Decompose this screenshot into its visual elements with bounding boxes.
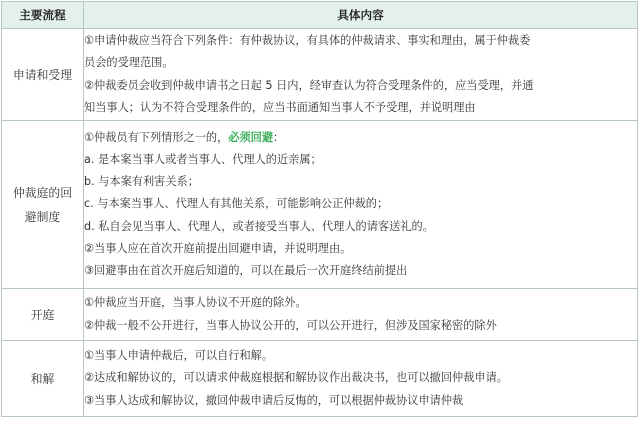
content-line: ②当事人应在首次开庭前提出回避申请，并说明理由。 bbox=[84, 241, 352, 255]
content-line: ①申请仲裁应当符合下列条件：有仲裁协议，有具体的仲裁请求、事实和理由，属于仲裁委 bbox=[84, 34, 531, 48]
content-line bbox=[84, 127, 637, 149]
content-line: 知当事人；认为不符合受理条件的，应当书面通知当事人不予受理，并说明理由 bbox=[84, 100, 476, 114]
content-recusal bbox=[84, 121, 638, 289]
content-line: ①仲裁应当开庭，当事人协议不开庭的除外。 bbox=[84, 296, 307, 310]
stage-settlement: 和解 bbox=[2, 341, 84, 417]
table-row bbox=[2, 29, 638, 121]
stage-recusal: 仲裁庭的回避制度 bbox=[2, 121, 84, 289]
header-specific-content: 具体内容 bbox=[84, 2, 638, 29]
stage-application: 申请和受理 bbox=[2, 29, 84, 121]
table-row bbox=[2, 121, 638, 289]
table-row bbox=[2, 289, 638, 341]
content-line: ②仲裁一般不公开进行，当事人协议公开的，可以公开进行，但涉及国家秘密的除外 bbox=[84, 318, 497, 332]
table-row bbox=[2, 341, 638, 417]
stage-hearing: 开庭 bbox=[2, 289, 84, 341]
recusal-intro: ①仲裁员有下列情形之一的， bbox=[84, 130, 229, 144]
content-line: ③当事人达成和解协议，撤回仲裁申请后反悔的，可以根据仲裁协议申请仲裁 bbox=[84, 393, 464, 407]
content-line: 员会的受理范围。 bbox=[84, 56, 174, 70]
content-line: a. 是本案当事人或者当事人、代理人的近亲属； bbox=[84, 152, 322, 166]
highlight-must-recuse: 必须回避 bbox=[228, 130, 274, 144]
content-line: ②达成和解协议的，可以请求仲裁庭根据和解协议作出裁决书，也可以撤回仲裁申请。 bbox=[84, 371, 508, 385]
content-hearing bbox=[84, 289, 638, 341]
content-line: b. 与本案有利害关系； bbox=[84, 175, 199, 189]
arbitration-procedure-table bbox=[1, 1, 638, 417]
table-header-row bbox=[2, 2, 638, 29]
content-application bbox=[84, 29, 638, 121]
header-main-process: 主要流程 bbox=[2, 2, 84, 29]
content-line: ①当事人申请仲裁后，可以自行和解。 bbox=[84, 349, 274, 363]
content-line: ②仲裁委员会收到仲裁申请书之日起 5 日内，经审查认为符合受理条件的，应当受理，并通 bbox=[84, 78, 534, 92]
content-line: d. 私自会见当事人、代理人，或者接受当事人、代理人的请客送礼的。 bbox=[84, 219, 434, 233]
content-settlement bbox=[84, 341, 638, 417]
recusal-intro-colon: ： bbox=[273, 130, 285, 144]
content-line: ③回避事由在首次开庭后知道的，可以在最后一次开庭终结前提出 bbox=[84, 264, 408, 277]
content-line: c. 与本案当事人、代理人有其他关系，可能影响公正仲裁的； bbox=[84, 197, 389, 211]
